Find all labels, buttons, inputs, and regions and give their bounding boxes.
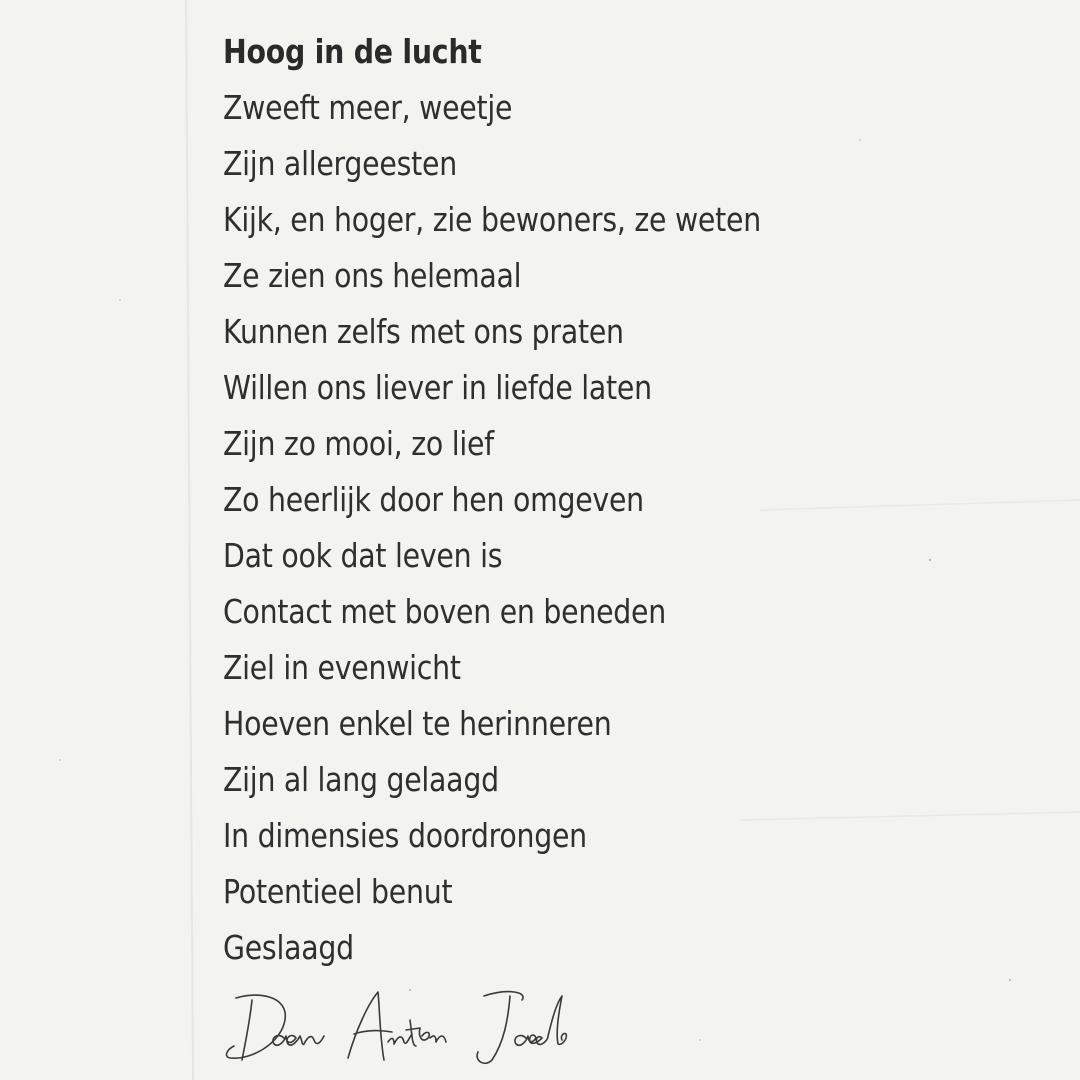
poem xyxy=(223,24,849,976)
poem-line: Dat ook dat leven is xyxy=(223,536,503,575)
poem-line: Ze zien ons helemaal xyxy=(223,256,522,295)
poem-title: Hoog in de lucht xyxy=(223,32,482,71)
poem-line: Contact met boven en beneden xyxy=(223,592,666,631)
poem-line: Ziel in evenwicht xyxy=(223,648,461,687)
poem-line: Zijn allergeesten xyxy=(223,144,457,183)
poem-line: Zweeft meer, weetje xyxy=(223,88,513,127)
poem-line: Zo heerlijk door hen omgeven xyxy=(223,480,644,519)
poem-line: Kijk, en hoger, zie bewoners, ze weten xyxy=(223,200,761,239)
signature xyxy=(222,980,592,1070)
poem-line: Kunnen zelfs met ons praten xyxy=(223,312,624,351)
poem-line: Willen ons liever in liefde laten xyxy=(223,368,652,407)
poem-line: Geslaagd xyxy=(223,928,354,967)
poem-line: Hoeven enkel te herinneren xyxy=(223,704,612,743)
poem-line: Potentieel benut xyxy=(223,872,453,911)
poem-line: Zijn zo mooi, zo lief xyxy=(223,424,494,463)
poem-line: Zijn al lang gelaagd xyxy=(223,760,499,799)
signature-drawing xyxy=(222,980,592,1070)
poem-line: In dimensies doordrongen xyxy=(223,816,587,855)
